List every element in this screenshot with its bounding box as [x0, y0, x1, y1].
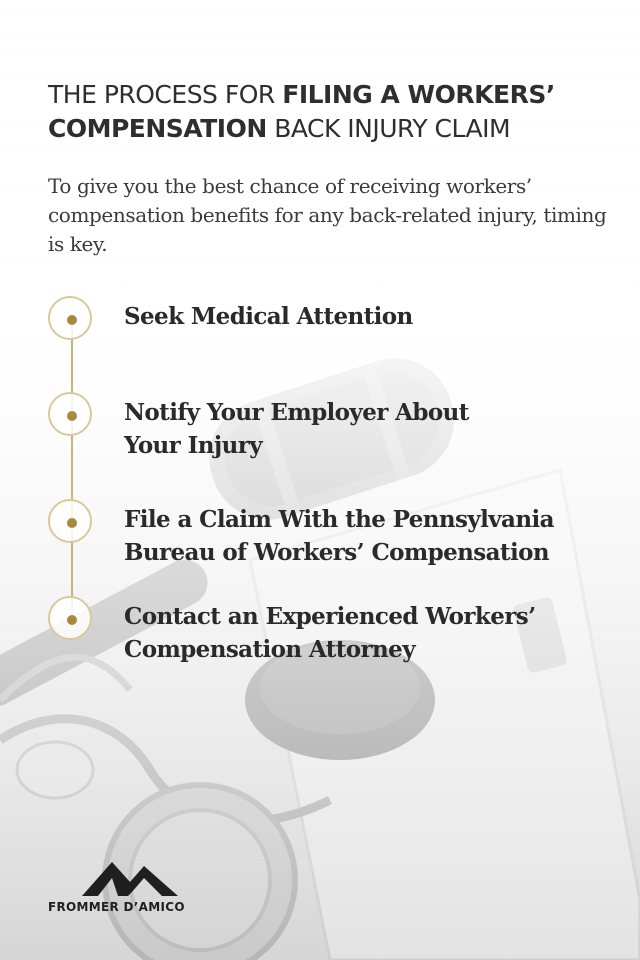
title-regular-1: THE PROCESS FOR — [48, 80, 283, 109]
timeline-line — [71, 318, 73, 618]
step-label: Seek Medical Attention — [124, 303, 413, 330]
step-label: Notify Your Employer About Your Injury — [124, 399, 469, 459]
step-dot-icon — [67, 411, 77, 421]
page-title — [48, 78, 608, 146]
mountain-logo-icon — [82, 858, 182, 898]
brand-logo — [48, 858, 216, 914]
step-marker-icon — [48, 596, 92, 640]
step-dot-icon — [67, 518, 77, 528]
logo-wordmark: FROMMER D’AMICO — [48, 900, 185, 914]
step-label: File a Claim With the Pennsylvania Bureau of Workers’ Compensation — [124, 506, 554, 566]
title-regular-2: BACK INJURY CLAIM — [266, 114, 511, 143]
step-marker-icon — [48, 392, 92, 436]
step-dot-icon — [67, 615, 77, 625]
intro-text: To give you the best chance of receiving workers’ compensation benefits for any back-related injury, timing is key. — [48, 174, 607, 256]
step-marker-icon — [48, 499, 92, 543]
step-marker-icon — [48, 296, 92, 340]
step-label: Contact an Experienced Workers’ Compensation Attorney — [124, 603, 536, 663]
title-bold: FILING A WORKERS’ COMPENSATION — [48, 80, 555, 143]
step-dot-icon — [67, 315, 77, 325]
